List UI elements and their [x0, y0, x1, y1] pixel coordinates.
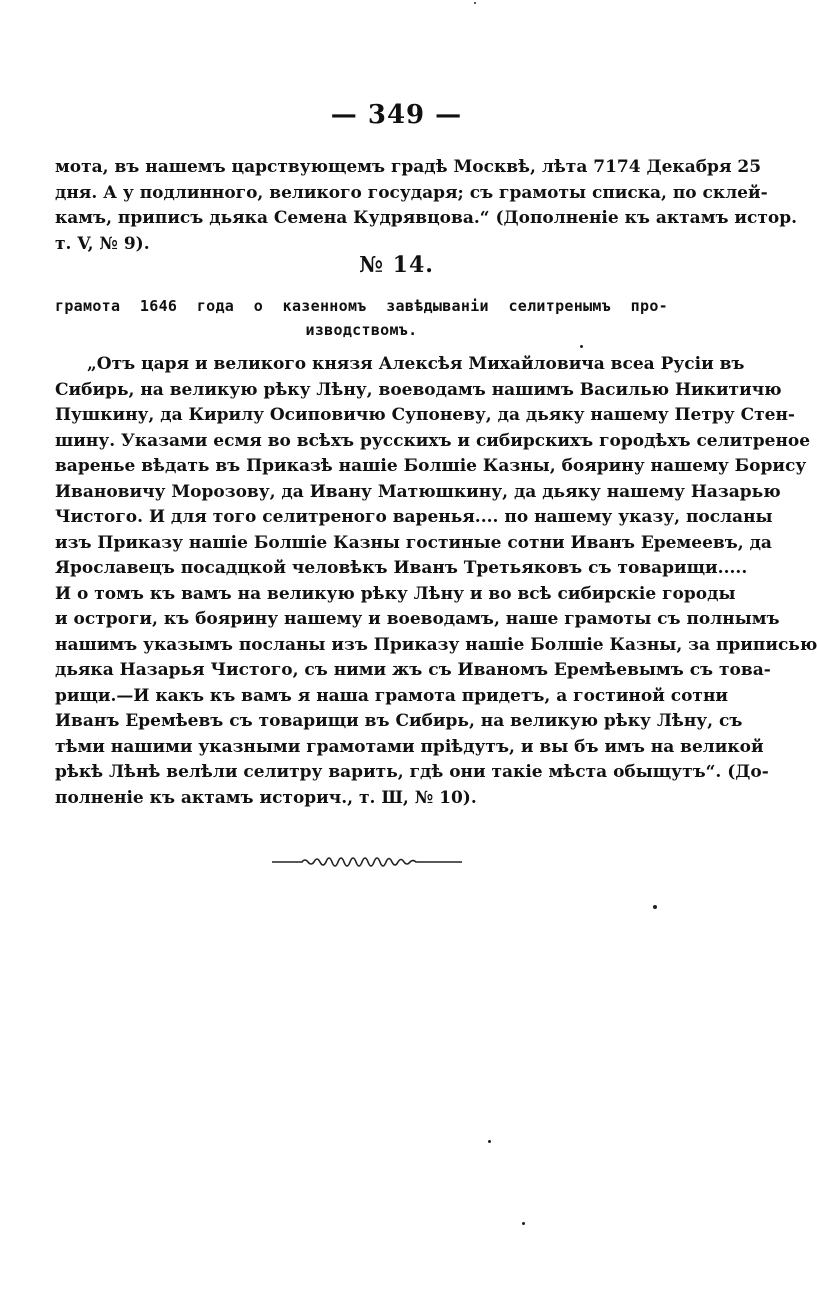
print-speck — [653, 905, 657, 909]
print-speck — [488, 1140, 491, 1143]
text-line: Чистого. И для того селитреного варенья.... по нашему указу, посланы — [55, 507, 773, 527]
page-number: — 349 — — [330, 100, 463, 130]
intro-paragraph — [55, 155, 798, 257]
text-line: нашимъ указымъ посланы изъ Приказу нашіе Болшіе Казны, за приписью — [55, 634, 817, 655]
text-line: варенье вѣдать въ Приказѣ нашіе Болшіе Казны, боярину нашему Борису — [55, 456, 807, 476]
text-line: „Отъ царя и великого князя Алексѣя Михайловича всеа Русіи въ — [87, 354, 745, 374]
text-line: Иванъ Еремѣевъ съ товарищи въ Сибирь, на великую рѣку Лѣну, съ — [55, 711, 743, 731]
decorative-rule — [272, 852, 462, 872]
text-line: дня. А у подлинного, великого государя; съ грамоты списка, по склей- — [55, 182, 768, 203]
print-speck — [580, 345, 583, 348]
text-line: и остроги, къ боярину нашему и воеводамъ, наше грамоты съ полнымъ — [55, 609, 780, 629]
text-line: Пушкину, да Кирилу Осиповичю Супоневу, да дьяку нашему Петру Стен- — [55, 405, 795, 425]
title-line: грамота 1646 года о казенномъ завѣдываніи селитренымъ про- — [55, 297, 668, 315]
document-title — [55, 294, 668, 342]
text-line: камъ, приписъ дьяка Семена Кудрявцова.“ (Дополненіе къ актамъ истор. — [55, 208, 798, 228]
print-speck — [522, 1222, 525, 1225]
text-line: т. V, № 9). — [55, 233, 150, 254]
text-line: Сибирь, на великую рѣку Лѣну, воеводамъ нашимъ Василью Никитичю — [55, 379, 782, 400]
text-line: полненіе къ актамъ историч., т. Ш, № 10). — [55, 787, 477, 808]
text-line: шину. Указами есмя во всѣхъ русскихъ и сибирскихъ городѣхъ селитреное — [55, 430, 811, 451]
document-number: № 14. — [359, 252, 434, 278]
text-line: дьяка Назарья Чистого, съ ними жъ съ Иваномъ Еремѣевымъ съ това- — [55, 660, 771, 680]
text-line: Ивановичу Морозову, да Ивану Матюшкину, да дьяку нашему Назарью — [55, 481, 781, 502]
document-body — [55, 352, 817, 811]
text-line: рищи.—И какъ къ вамъ я наша грамота придетъ, а гостиной сотни — [55, 685, 729, 706]
text-line: рѣкѣ Лѣнѣ велѣли селитру варить, гдѣ они такіе мѣста обыщутъ“. (До- — [55, 762, 769, 782]
print-speck — [474, 2, 476, 4]
text-line: мота, въ нашемъ царствующемъ градѣ Москвѣ, лѣта 7174 Декабря 25 — [55, 157, 762, 177]
text-line: Ярославецъ посадцкой человѣкъ Иванъ Третьяковъ съ товарищи..... — [55, 558, 748, 578]
title-line: изводствомъ. — [305, 321, 418, 339]
text-line: И о томъ къ вамъ на великую рѣку Лѣну и во всѣ сибирскіе городы — [55, 583, 736, 604]
text-line: изъ Приказу нашіе Болшіе Казны гостиные сотни Иванъ Еремеевъ, да — [55, 532, 772, 553]
text-line: тѣми нашими указными грамотами пріѣдутъ, и вы бъ имъ на великой — [55, 736, 764, 757]
